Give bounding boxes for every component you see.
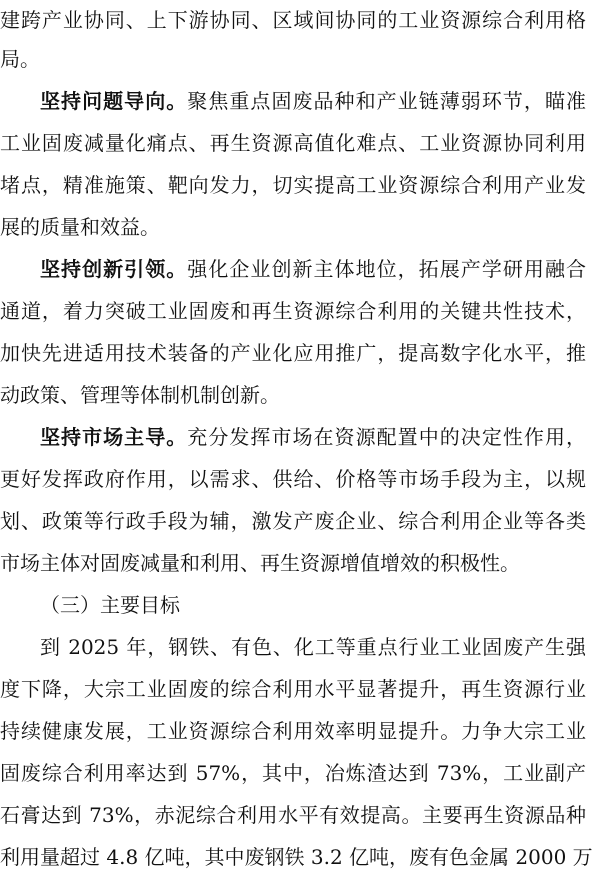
paragraph-first-line (40, 419, 586, 455)
paragraph-heading: 坚持市场主导。 (40, 425, 188, 449)
text-line: 建跨产业协同、上下游协同、区域间协同的工业资源综合利用格 (0, 8, 586, 32)
text-line: 固废综合利用率达到 57%，其中，冶炼渣达到 73%，工业副产 (0, 761, 586, 785)
text-line: 利用量超过 4.8 亿吨，其中废钢铁 3.2 亿吨，废有色金属 2000 万 (0, 845, 593, 869)
text-line: 工业固废减量化痛点、再生资源高值化难点、工业资源协同利用 (0, 131, 586, 155)
text-line: 市场主体对固废减量和利用、再生资源增值增效的积极性。 (0, 551, 520, 575)
paragraph-heading: 坚持创新引领。 (40, 257, 188, 281)
section-title: （三）主要目标 (40, 593, 180, 617)
text-line: 度下降，大宗工业固废的综合利用水平显著提升，再生资源行业 (0, 677, 586, 701)
paragraph-first-line (40, 83, 586, 119)
text-line: 动政策、管理等体制机制创新。 (0, 383, 280, 407)
text-line: 石膏达到 73%，赤泥综合利用水平有效提高。主要再生资源品种 (0, 803, 586, 827)
paragraph-text: 充分发挥市场在资源配置中的决定性作用， (187, 425, 587, 449)
text-line: 通道，着力突破工业固废和再生资源综合利用的关键共性技术， (0, 299, 586, 323)
text-line: 局。 (0, 47, 40, 71)
text-line: 展的质量和效益。 (0, 215, 160, 239)
text-line: 更好发挥政府作用，以需求、供给、价格等市场手段为主，以规 (0, 467, 586, 491)
text-line: 划、政策等行政手段为辅，激发产废企业、综合利用企业等各类 (0, 509, 586, 533)
text-line: 加快先进适用技术装备的产业化应用推广，提高数字化水平，推 (0, 341, 586, 365)
paragraph-first-line: 到 2025 年，钢铁、有色、化工等重点行业工业固废产生强 (40, 635, 586, 659)
text-line: 持续健康发展，工业资源综合利用效率明显提升。力争大宗工业 (0, 719, 586, 743)
paragraph-first-line (40, 251, 586, 287)
paragraph-text: 聚焦重点固废品种和产业链薄弱环节，瞄准 (187, 89, 587, 113)
text-line: 堵点，精准施策、靶向发力，切实提高工业资源综合利用产业发 (0, 173, 586, 197)
paragraph-heading: 坚持问题导向。 (40, 89, 188, 113)
paragraph-text: 强化企业创新主体地位，拓展产学研用融合 (187, 257, 587, 281)
